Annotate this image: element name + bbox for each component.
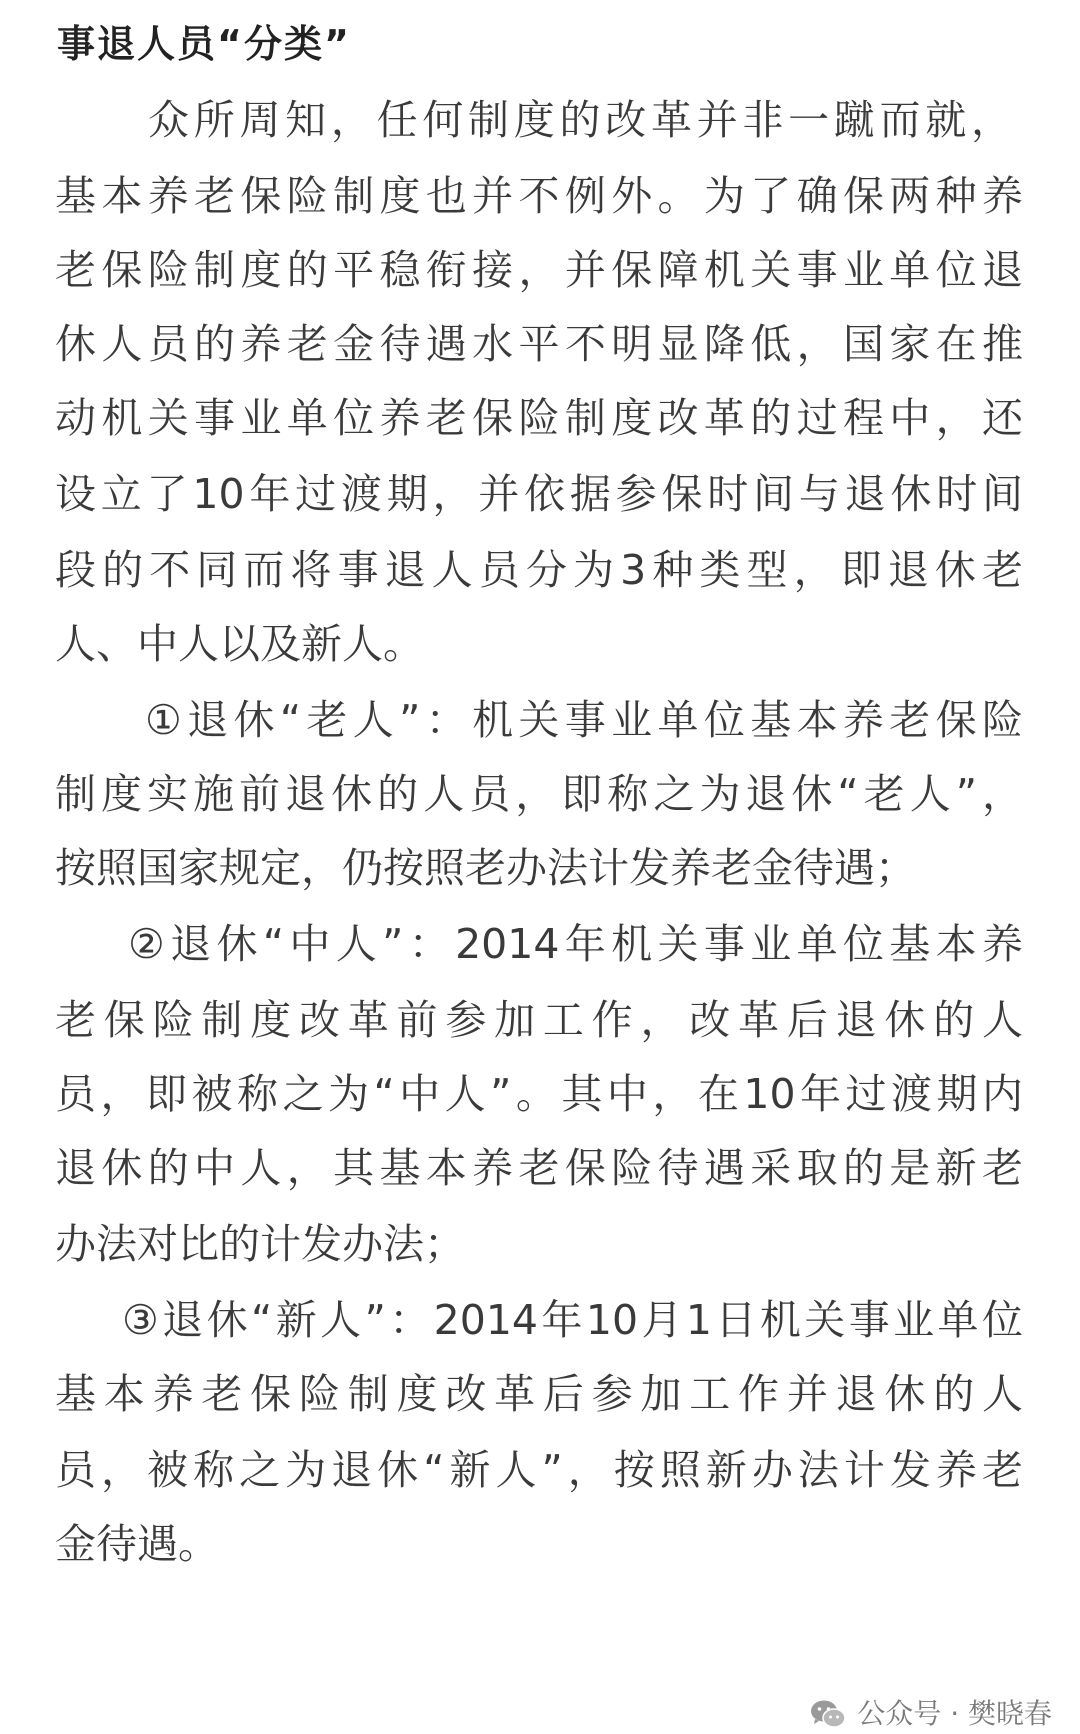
text-line: 退休的中人，其基本养老保险待遇采取的是新老 xyxy=(55,1144,1023,1192)
text-line: 设立了10年过渡期，并依据参保时间与退休时间 xyxy=(55,470,1023,518)
text-line: 基本养老保险制度也并不例外。为了确保两种养 xyxy=(55,172,1023,220)
text-line: 按照国家规定，仍按照老办法计发养老金待遇； xyxy=(55,844,916,892)
text-line: 员，即被称之为“中人”。其中，在10年过渡期内 xyxy=(55,1070,1023,1118)
text-line: 段的不同而将事退人员分为3种类型，即退休老 xyxy=(55,546,1023,594)
text-line: 人、中人以及新人。 xyxy=(55,620,424,668)
text-line: 众所周知，任何制度的改革并非一蹴而就， xyxy=(148,96,1012,144)
text-line: ②退休“中人”：2014年机关事业单位基本养 xyxy=(128,920,1023,968)
watermark-text: 公众号 · 樊晓春 xyxy=(857,1697,1052,1730)
wechat-watermark xyxy=(809,1697,1052,1731)
text-line: 动机关事业单位养老保险制度改革的过程中，还 xyxy=(55,394,1023,442)
text-line: 金待遇。 xyxy=(55,1520,219,1568)
text-line: 员，被称之为退休“新人”，按照新办法计发养老 xyxy=(55,1446,1023,1494)
text-line: 老保险制度改革前参加工作，改革后退休的人 xyxy=(55,996,1023,1044)
text-line: 制度实施前退休的人员，即称之为退休“老人”， xyxy=(55,770,1023,818)
wechat-icon xyxy=(809,1699,847,1729)
text-line: 老保险制度的平稳衔接，并保障机关事业单位退 xyxy=(55,246,1023,294)
text-line: ③退休“新人”：2014年10月1日机关事业单位 xyxy=(122,1296,1023,1344)
page-title: 事退人员“分类” xyxy=(57,22,351,66)
text-line: 休人员的养老金待遇水平不明显降低，国家在推 xyxy=(55,320,1023,368)
text-line: ①退休“老人”：机关事业单位基本养老保险 xyxy=(145,696,1023,744)
text-line: 基本养老保险制度改革后参加工作并退休的人 xyxy=(55,1370,1023,1418)
text-line: 办法对比的计发办法； xyxy=(55,1220,465,1268)
